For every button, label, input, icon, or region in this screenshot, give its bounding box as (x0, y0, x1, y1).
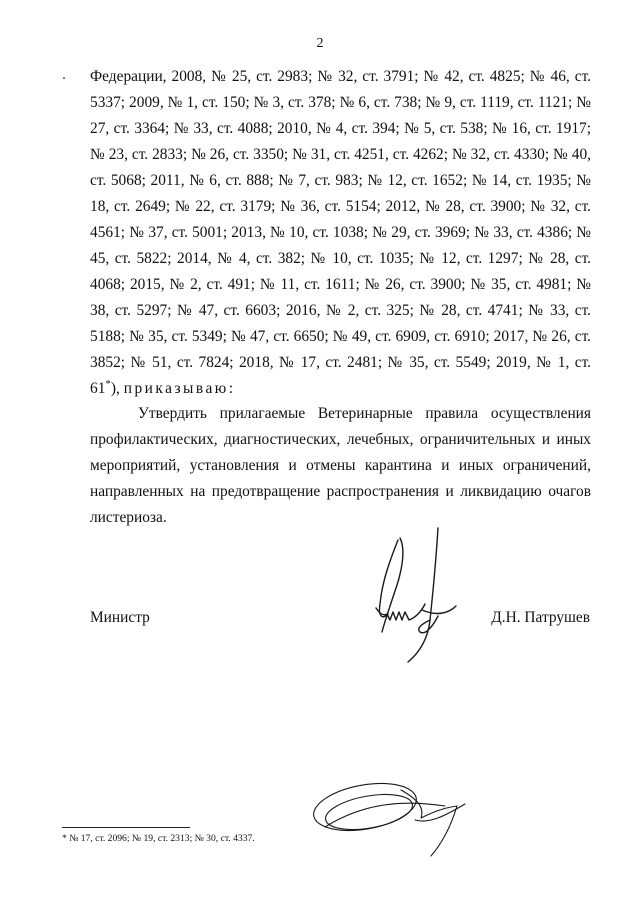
minister-signature (360, 520, 470, 675)
decree-paragraph: Утвердить прилагаемые Ветеринарные правила осуществления профилактических, диагностических, лечебных, ограничительных и иных мероприятий, установления и отмены карантина и иных ограничений, направленных на предотвращение распространения и ликвидацию очагов листериоза. (90, 405, 591, 526)
minister-name: Д.Н. Патрушев (491, 609, 590, 626)
references-closing: ), (110, 380, 124, 397)
footnote: * № 17, ст. 2096; № 19, ст. 2313; № 30, ст. 4337. (62, 833, 255, 844)
legal-references-paragraph (90, 64, 591, 402)
minister-title: Министр (90, 609, 150, 626)
footnote-marker: * (105, 377, 111, 390)
footnote-divider (62, 827, 190, 828)
page-number: 2 (316, 36, 324, 51)
references-text: Федерации, 2008, № 25, ст. 2983; № 32, ст. 3791; № 42, ст. 4825; № 46, ст. 5337; 2009, № 1, ст. 150; № 3, ст. 378; № 6, ст. 738; № 9, ст. 1119, ст. 1121; № 27, ст. 3364; № 33, ст. 4088; 2010, № 4, ст. 394; № 5, ст. 538; № 16, ст. 1917; № 23, ст. 2833; № 26, ст. 3350; № 31, ст. 4251, ст. 4262; № 32, ст. 4330; № 40, ст. 5068; 2011, № 6, ст. 888; № 7, ст. 983; № 12, ст. 1652; № 14, ст. 1935; № 18, ст. 2649; № 22, ст. 3179; № 36, ст. 5154; 2012, № 28, ст. 3900; № 32, ст. 4561; № 37, ст. 5001; 2013, № 10, ст. 1038; № 29, ст. 3969; № 33, ст. 4386; № 45, ст. 5822; 2014, № 4, ст. 382; № 10, ст. 1035; № 12, ст. 1297; № 28, ст. 4068; 2015, № 2, ст. 491; № 11, ст. 1611; № 26, ст. 3900; № 35, ст. 4981; № 38, ст. 5297; № 47, ст. 6603; 2016, № 2, ст. 325; № 28, ст. 4741; № 33, ст. 5188; № 35, ст. 5349; № 47, ст. 6650; № 49, ст. 6909, ст. 6910; 2017, № 26, ст. 3852; № 51, ст. 7824; 2018, № 17, ст. 2481; № 35, ст. 5549; 2019, № 1, ст. 61 (90, 68, 591, 397)
second-signature (305, 772, 475, 862)
order-word: приказываю: (123, 380, 236, 397)
stray-mark (62, 76, 66, 80)
